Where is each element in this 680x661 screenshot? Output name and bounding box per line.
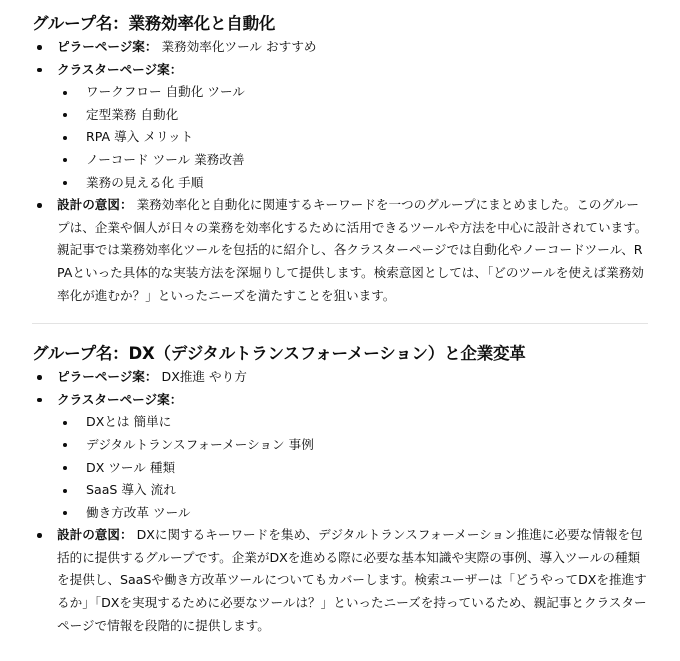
cluster-page: 業務の見える化 手順 [57, 172, 648, 195]
cluster-page: 定型業務 自動化 [57, 104, 648, 127]
pillar-label: ピラーページ案： [57, 369, 158, 385]
cluster-page: ワークフロー 自動化 ツール [57, 81, 648, 104]
group-title: グループ名：DX（デジタルトランスフォーメーション）と企業変革 [32, 344, 526, 364]
cluster-list [57, 411, 648, 524]
cluster-page: SaaS 導入 流れ [57, 479, 648, 502]
cluster-page: ノーコード ツール 業務改善 [57, 149, 648, 172]
cluster-page: DX ツール 種類 [57, 457, 648, 480]
intent-label: 設計の意図： [57, 527, 133, 543]
cluster-page: 働き方改革 ツール [57, 502, 648, 525]
group-details [32, 366, 648, 637]
group-section-dx [32, 342, 648, 637]
group-title: グループ名：業務効率化と自動化 [32, 14, 276, 33]
pillar-value: 業務効率化ツール おすすめ [157, 39, 317, 54]
intent-text: DXに関するキーワードを集め、デジタルトランスフォーメーション推進に必要な情報を包括的に提供するグループです。企業がDXを進める際に必要な基本知識や実際の事例、導入ツールの種類を提供し、SaaSや働き方改革ツールについてもカバーします。検索ユーザーは「どうやってDXを推進するか」「DXを実現するために必要なツールは？」といったニーズを持っているため、親記事とクラスターページで情報を段階的に提供します。 [57, 527, 647, 633]
pillar-item [32, 36, 648, 59]
cluster-item [32, 389, 648, 525]
cluster-page: RPA 導入 メリット [57, 126, 648, 149]
cluster-page: デジタルトランスフォーメーション 事例 [57, 434, 648, 457]
cluster-label: クラスターページ案： [57, 391, 183, 407]
cluster-label: クラスターページ案： [57, 61, 183, 77]
group-details [32, 36, 648, 307]
intent-item [32, 524, 648, 637]
cluster-item [32, 59, 648, 195]
intent-label: 設計の意図： [57, 197, 133, 213]
cluster-page: DXとは 簡単に [57, 411, 648, 434]
section-divider [32, 323, 648, 324]
pillar-label: ピラーページ案： [57, 39, 158, 54]
intent-text: 業務効率化と自動化に関連するキーワードを一つのグループにまとめました。このグループは、企業や個人が日々の業務を効率化するために活用できるツールや方法を中心に設計されています。親記事では業務効率化ツールを包括的に紹介し、各クラスターページでは自動化やノーコードツール、RPAといった具体的な実装方法を深堀りして提供します。検索意図としては、「どのツールを使えば業務効率化が進むか？」といったニーズを満たすことを狙います。 [57, 197, 648, 303]
pillar-item [32, 366, 648, 389]
pillar-value: DX推進 やり方 [157, 369, 247, 385]
cluster-list [57, 81, 648, 194]
group-section-efficiency [32, 0, 648, 307]
intent-item [32, 194, 648, 307]
